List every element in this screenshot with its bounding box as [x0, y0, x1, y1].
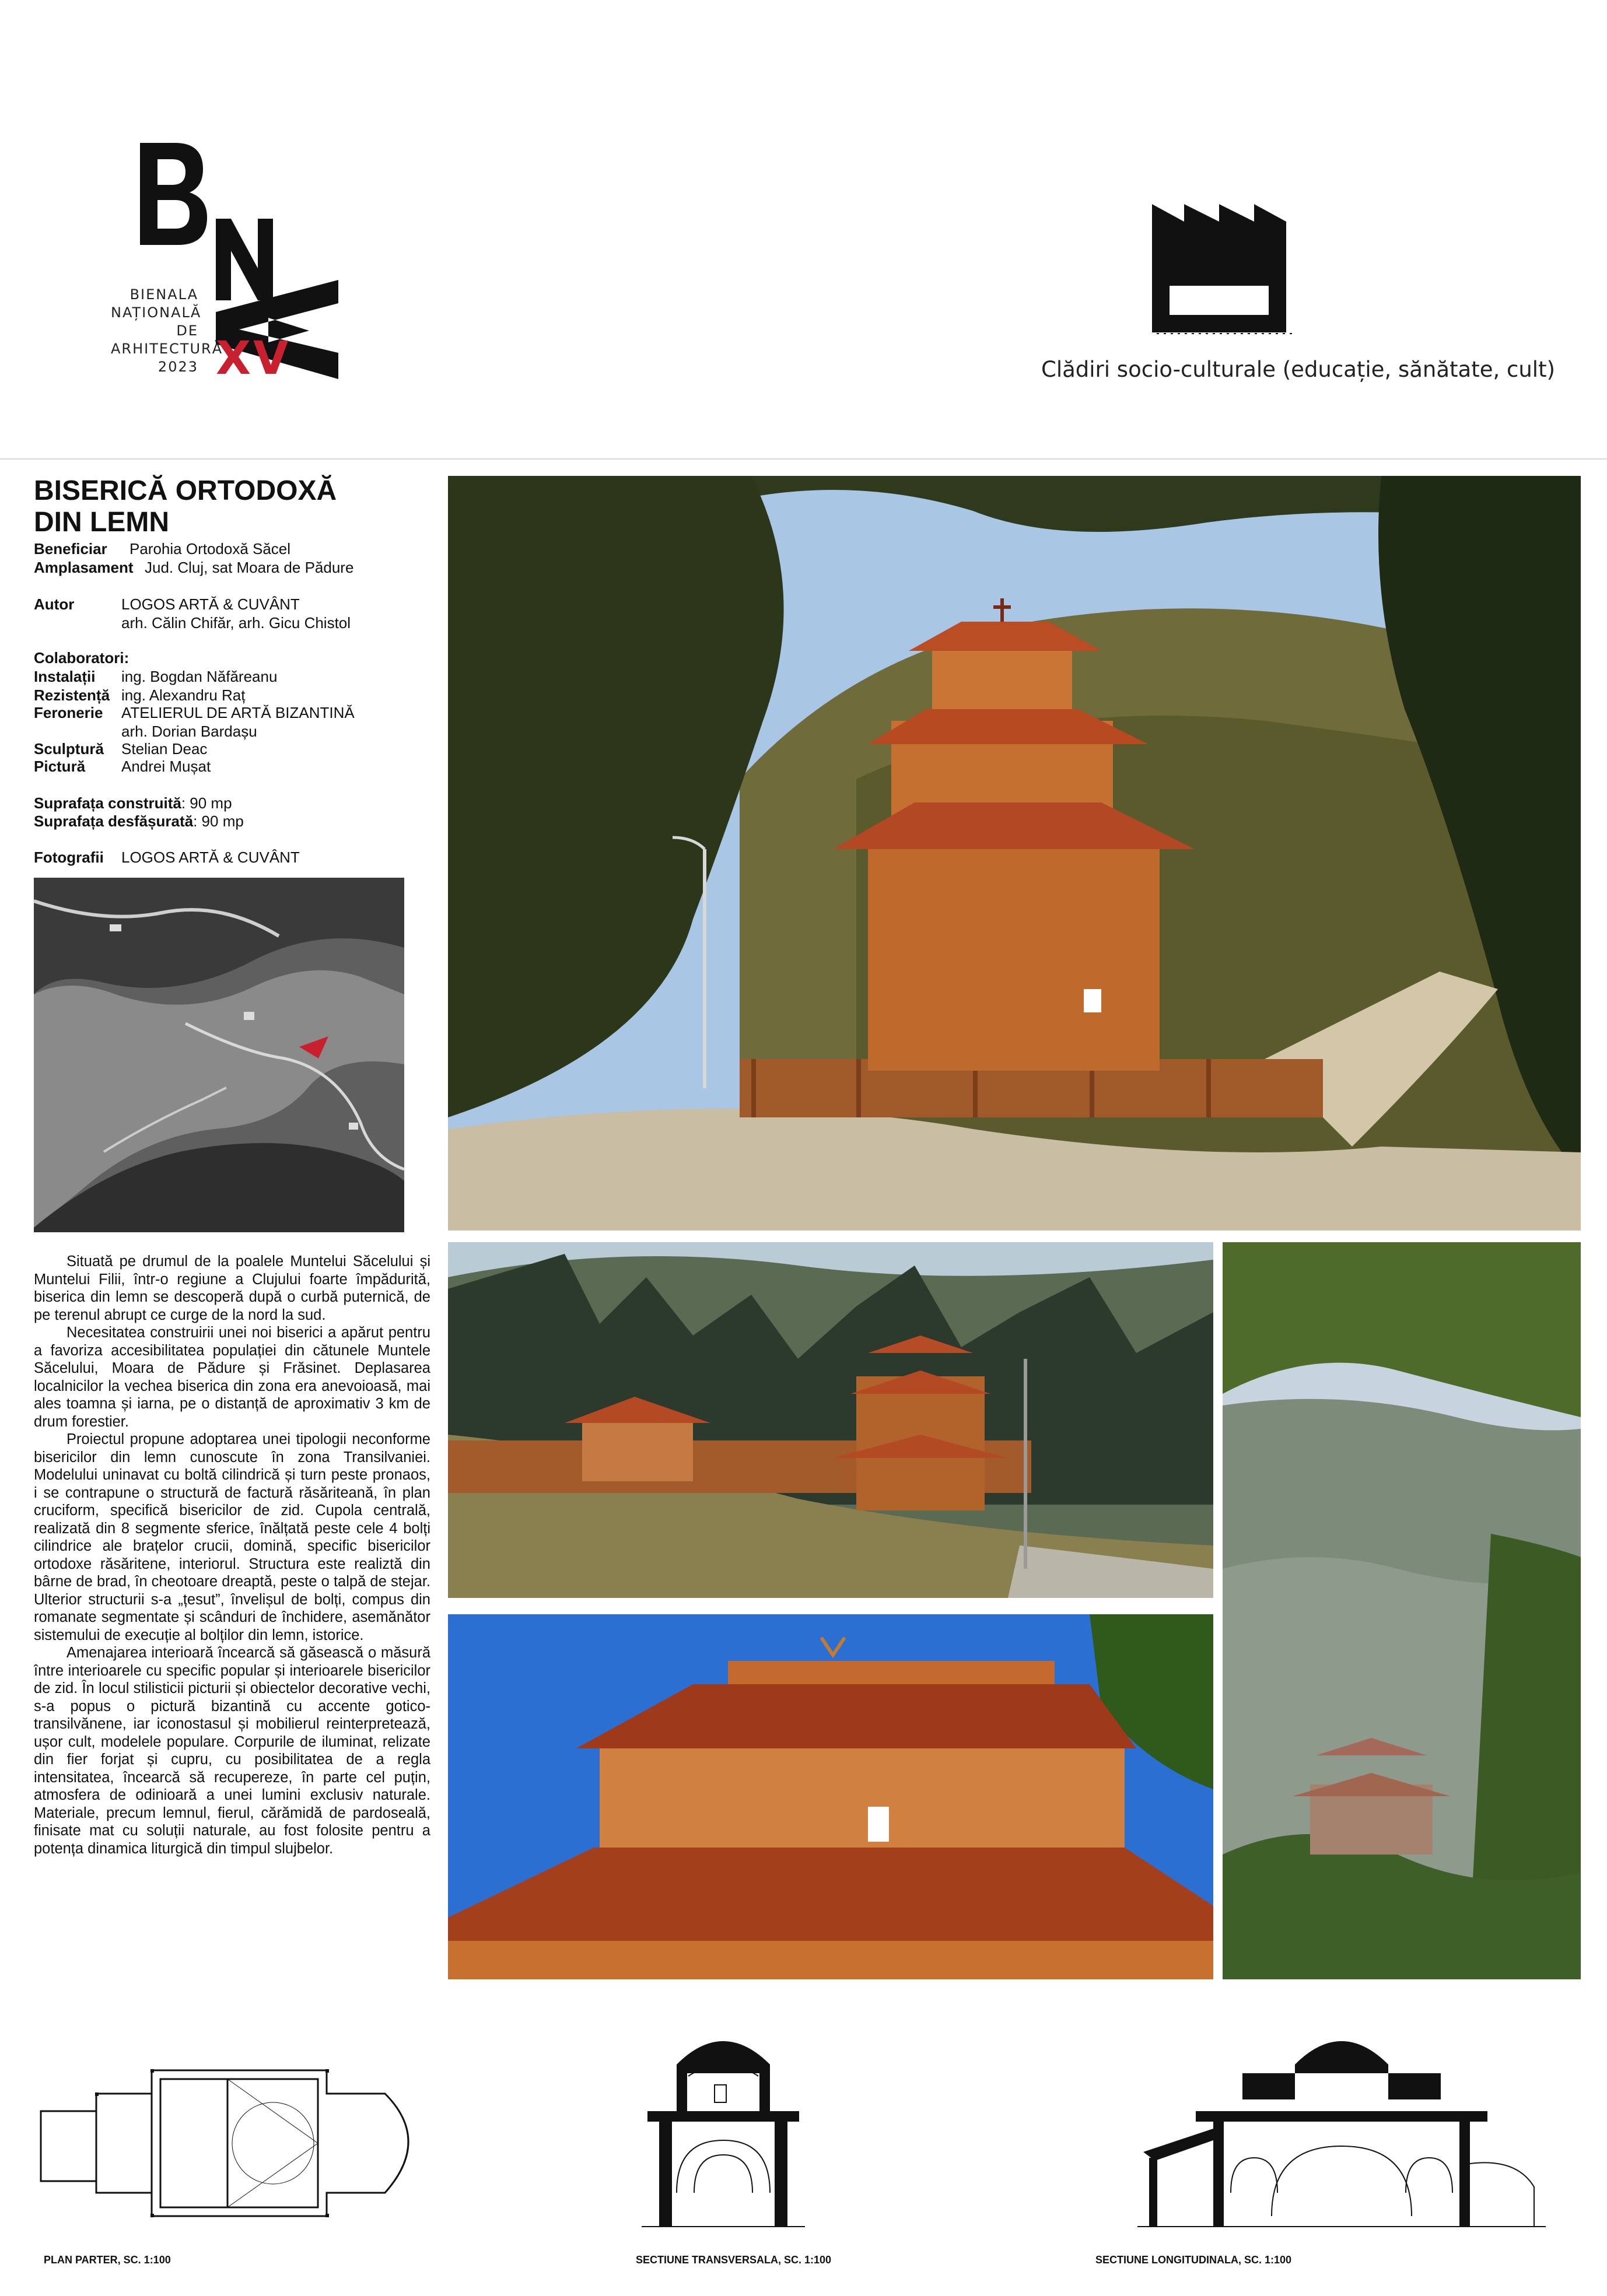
meta-sculptura: [34, 739, 207, 758]
aerial-site-map: [34, 878, 404, 1232]
longitudinal-section-drawing: [1137, 1994, 1546, 2228]
meta-label: Fotografii: [34, 849, 104, 866]
bna-sub-line: DE: [176, 323, 198, 339]
meta-value: ing. Bogdan Năfăreanu: [121, 668, 278, 685]
longitudinal-section-label: SECTIUNE LONGITUDINALA, SC. 1:100: [1095, 2254, 1292, 2266]
meta-feronerie-name: arh. Dorian Bardașu: [121, 723, 257, 740]
meta-label: Rezistență: [34, 686, 110, 704]
meta-fotografii: [34, 848, 300, 867]
meta-value: Andrei Mușat: [121, 758, 211, 775]
meta-colaboratori: Colaboratori:: [34, 649, 129, 667]
project-title: [34, 475, 337, 538]
bna-sub-line: BIENALA: [129, 286, 198, 303]
meta-value: Parohia Ortodoxă Săcel: [129, 540, 291, 558]
title-line: BISERICĂ ORTODOXĂ: [34, 475, 337, 506]
meta-label: Instalații: [34, 668, 96, 685]
title-line: DIN LEMN: [34, 507, 169, 538]
meta-label: Autor: [34, 595, 75, 613]
meta-label: Suprafața desfășurată: [34, 812, 194, 830]
transverse-section-drawing: [642, 1994, 805, 2228]
ground-floor-plan-drawing: [35, 2059, 443, 2228]
meta-value: LOGOS ARTĂ & CUVÂNT: [121, 595, 300, 613]
meta-label: Feronerie: [34, 704, 103, 721]
meta-value: Jud. Cluj, sat Moara de Pădure: [145, 559, 354, 576]
meta-value: ATELIERUL DE ARTĂ BIZANTINĂ: [121, 704, 355, 721]
meta-value: ing. Alexandru Raț: [121, 686, 246, 704]
header-divider: [0, 458, 1607, 460]
bna-sub-line: 2023: [157, 359, 198, 375]
misty-forest-church-photo: [1223, 1242, 1581, 1979]
project-description: [34, 1253, 430, 1857]
bna-subtitle: [111, 286, 223, 376]
description-paragraph: Amenajarea interioară încearcă să găsească o măsură între interioarele cu specific popular și interioarele bisericilor de zid. În locul stilisticii picturii și obiectelor decorative vechi, s-a popus o pictură bizantină cu accente gotico-transilvănene, iar iconostasul și mobilierul reinterpretează, ușor cult, modelele populare. Corpurile de iluminat, relizate din fier forjat și cupru, cu posibilitatea de a regla intensitatea, încearcă să recupereze, în parte cel puțin, atmosfera de odinioară a unei lumini exclusiv naturale. Materiale, precum lemnul, fierul, cărămidă de pardoseală, finisate mat cu soluții naturale, au fost folosite pentru a potența dinamica liturgică din timpul slujbelor.: [34, 1645, 430, 1857]
roof-detail-photo: [448, 1614, 1213, 1979]
description-paragraph: Situată pe drumul de la poalele Muntelui Săcelului și Muntelui Filii, într-o regiune a Clujului foarte împădurită, biserica din lemn se descoperă după o curbă puternică, de pe terenul abrupt ce curge de la nord la sud.: [34, 1253, 430, 1323]
meta-value: Stelian Deac: [121, 740, 208, 758]
meta-rezistenta: [34, 686, 245, 704]
meta-suprafata-desfasurata: [34, 812, 244, 830]
edition-number: XV: [216, 332, 291, 385]
transverse-section-label: SECTIUNE TRANSVERSALA, SC. 1:100: [636, 2254, 832, 2266]
meta-label: Sculptură: [34, 740, 104, 758]
meta-instalatii: [34, 667, 277, 686]
meta-beneficiar: [34, 539, 290, 558]
meta-value: : 90 mp: [193, 812, 244, 830]
bna-sub-line: NAȚIONALĂ: [111, 304, 202, 321]
meta-feronerie: [34, 703, 355, 722]
meta-value: LOGOS ARTĂ & CUVÂNT: [121, 849, 300, 866]
description-paragraph: Necesitatea construirii unei noi biserici a apărut pentru a favoriza accesibilitatea populației din cătunele Muntele Săcelului, Moara de Pădure și Frăsinet. Deplasarea localnicilor la vechea biserica din zona era anevoioasă, mai ales toamna și iarna, pe o distanță de aproximativ 3 km de drum forestier.: [34, 1324, 430, 1430]
plan-label: PLAN PARTER, SC. 1:100: [44, 2254, 171, 2266]
meta-autor: [34, 595, 300, 614]
church-landscape-photo: [448, 1242, 1213, 1598]
meta-label: Pictură: [34, 758, 86, 775]
meta-pictura: [34, 757, 211, 776]
meta-label: Suprafața construită: [34, 794, 181, 812]
meta-label: Beneficiar: [34, 540, 107, 558]
factory-building-icon: [1152, 198, 1292, 338]
description-paragraph: Proiectul propune adoptarea unei tipologii neconforme bisericilor din lemn cunoscute în zona Transilvaniei. Modelului uninavat cu boltă cilindrică și turn peste pronaos, i se contrapune o structură de factură răsăriteană, în plan cruciform, specifică bisericilor de zid. Cupola centrală, realizată din 8 segmente sferice, înălțată peste cele 4 bolți cilindrice ale brațelor crucii, domină, specific bisericilor ortodoxe răsăritene, interiorul. Structura este realiztă din bârne de brad, în cheotoare dreaptă, peste o talpă de stejar. Ulterior structurii s-a „țesut”, învelișul de bolți, compus din romanate segmentate și scânduri de închidere, asemănător sistemului de execuție al bolților din lemn, istorice.: [34, 1431, 430, 1643]
meta-amplasament: [34, 558, 353, 577]
category-title: Clădiri socio-culturale (educație, sănătate, cult): [1041, 357, 1556, 382]
meta-autor-names: arh. Călin Chifăr, arh. Gicu Chistol: [121, 614, 351, 632]
meta-label: Amplasament: [34, 559, 134, 576]
bna-sub-line: ARHITECTURĂ: [111, 341, 223, 357]
meta-value: : 90 mp: [181, 794, 232, 812]
meta-suprafata-construita: [34, 794, 232, 812]
main-church-photo: [448, 476, 1581, 1231]
